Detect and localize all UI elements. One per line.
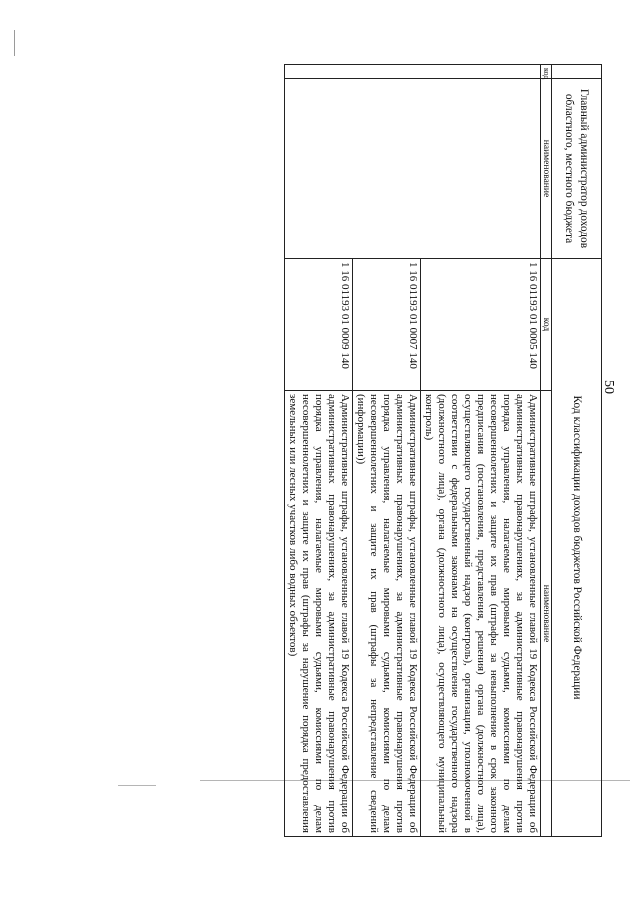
kbk-code-cell: 1 16 01193 01 0005 140 xyxy=(421,259,541,391)
header-row-groups xyxy=(552,65,602,837)
header-admin-naim: наименование xyxy=(541,79,552,259)
header-kbk-group: Код классификации доходов бюджетов Российской Федерации xyxy=(552,259,602,837)
kbk-name-cell: Административные штрафы, установленные главой 19 Кодекса Российской Федерации об административных правонарушениях, за административные правонарушения против порядка управления, налагаемые мировыми судьями, комиссиями по делам несовершеннолетних и защите их прав (штрафы за нарушение порядка предоставления земельных или лесных участков либо водных объектов) xyxy=(285,391,353,837)
table-row xyxy=(421,65,541,837)
kbk-code-cell: 1 16 01193 01 0007 140 xyxy=(353,259,421,391)
header-admin-group: Главный администратор доходов областного, местного бюджета xyxy=(552,79,602,259)
header-spacer-cell xyxy=(552,65,602,79)
admin-kod-cell xyxy=(285,65,541,79)
header-kbk-kod: код xyxy=(541,259,552,391)
page-number: 50 xyxy=(601,380,616,394)
admin-naim-cell xyxy=(285,79,541,259)
kbk-code-cell: 1 16 01193 01 0009 140 xyxy=(285,259,353,391)
kbk-name-cell: Административные штрафы, установленные главой 19 Кодекса Российской Федерации об административных правонарушениях, за административные правонарушения против порядка управления, налагаемые мировыми судьями, комиссиями по делам несовершеннолетних и защите их прав (штрафы за непредставление сведений (информации)) xyxy=(353,391,421,837)
header-kbk-naim: наименование xyxy=(541,391,552,837)
header-admin-kod: код xyxy=(541,65,552,79)
kbk-name-cell: Административные штрафы, установленные главой 19 Кодекса Российской Федерации об административных правонарушениях, за административные правонарушения против порядка управления, налагаемые мировыми судьями, комиссиями по делам несовершеннолетних и защите их прав (штрафы за невыполнение в срок законного предписания (постановления, представления, решения) органа (должностного лица), осуществляющего государственный надзор (контроль), организации, уполномоченной в соответствии с федеральными законами на осуществление государственного надзора (должностного лица), органа (должностного лица), осуществляющего муниципальный контроль) xyxy=(421,391,541,837)
header-row-subheads xyxy=(541,65,552,837)
revenue-classification-table xyxy=(284,64,602,837)
